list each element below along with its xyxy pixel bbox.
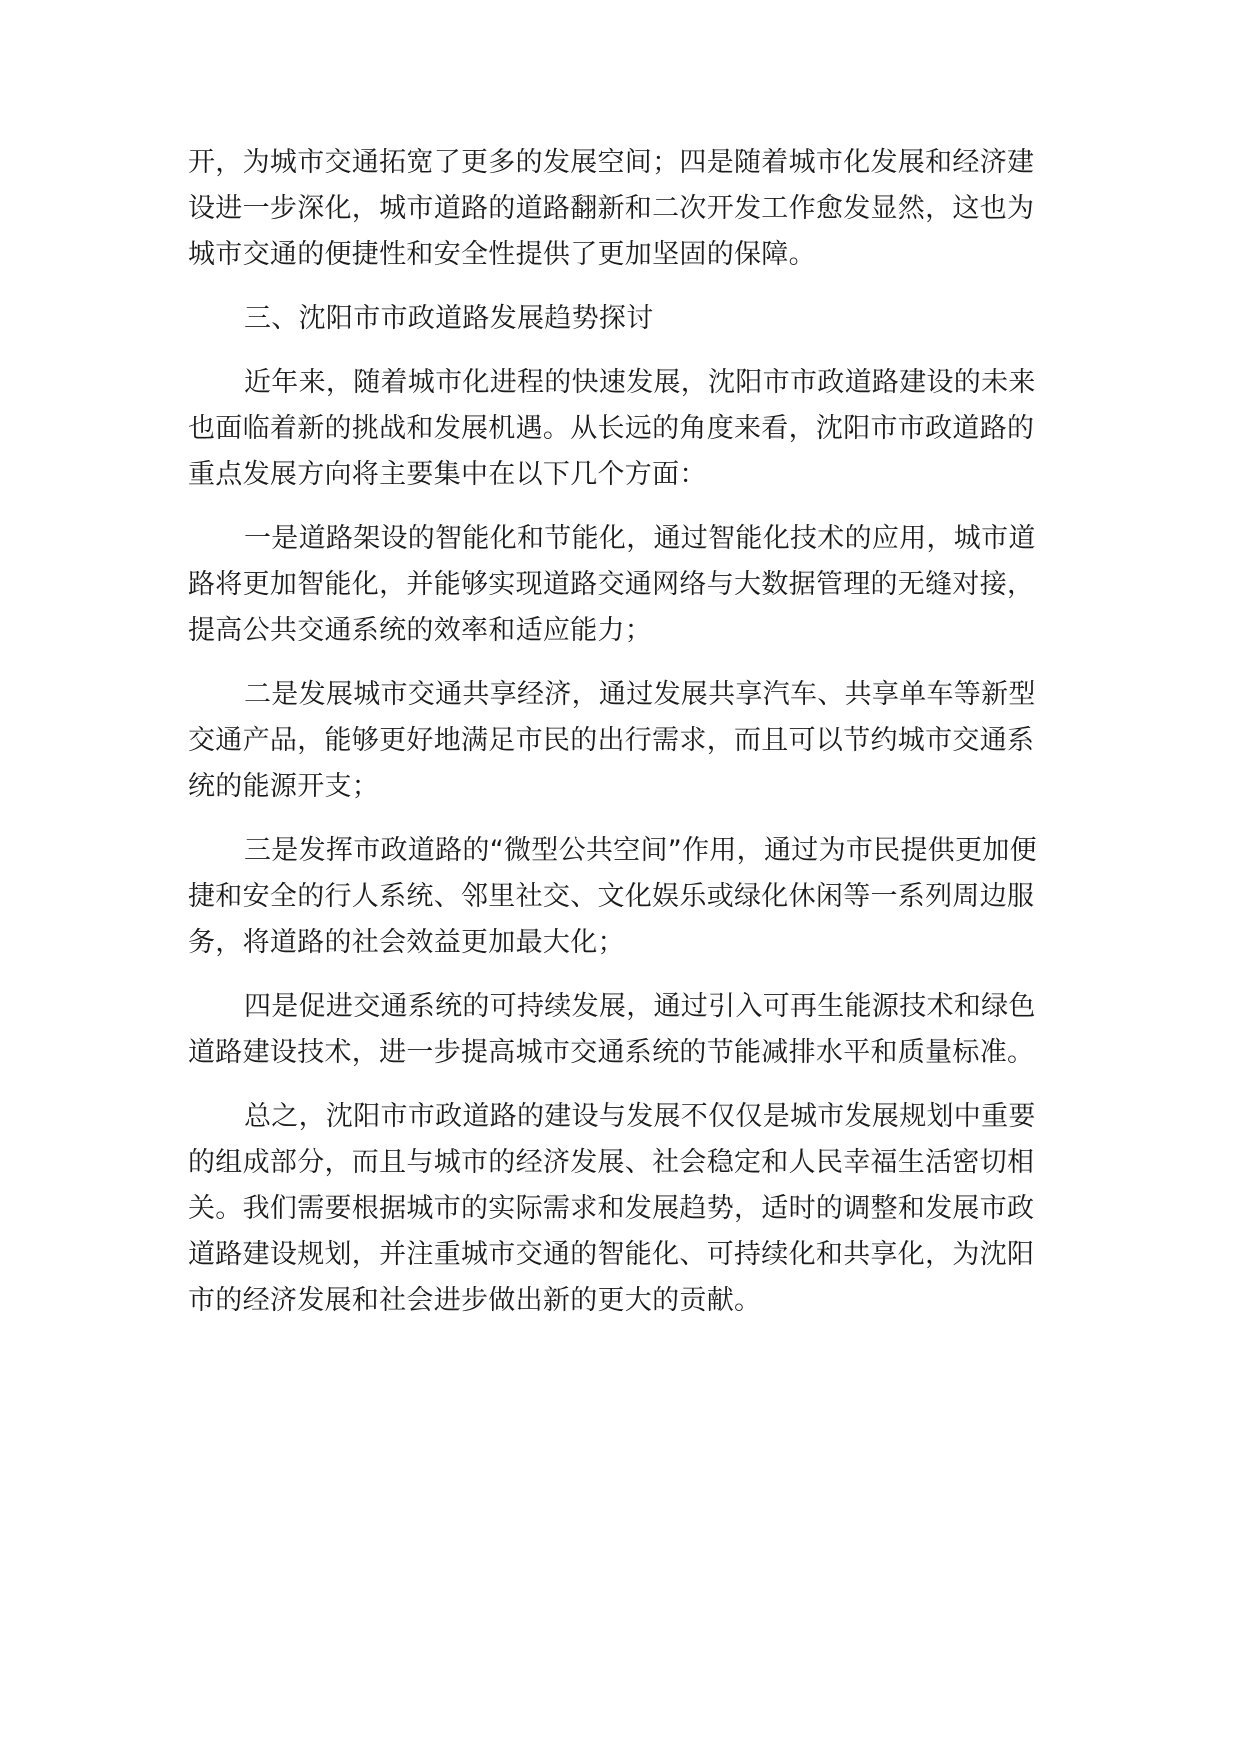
paragraph-conclusion: 总之，沈阳市市政道路的建设与发展不仅仅是城市发展规划中重要的组成部分，而且与城市的经济发展、社会稳定和人民幸福生活密切相关。我们需要根据城市的实际需求和发展趋势，适时的调整和发展市政道路建设规划，并注重城市交通的智能化、可持续化和共享化，为沈阳市的经济发展和社会进步做出新的更大的贡献。 bbox=[188, 1101, 1036, 1316]
paragraph-point-1: 一是道路架设的智能化和节能化，通过智能化技术的应用，城市道路将更加智能化，并能够实现道路交通网络与大数据管理的无缝对接，提高公共交通系统的效率和适应能力； bbox=[188, 523, 1036, 646]
paragraph-continuation: 开，为城市交通拓宽了更多的发展空间；四是随着城市化发展和经济建设进一步深化，城市道路的道路翻新和二次开发工作愈发显然，这也为城市交通的便捷性和安全性提供了更加坚固的保障。 bbox=[188, 147, 1035, 270]
paragraph-point-4: 四是促进交通系统的可持续发展，通过引入可再生能源技术和绿色道路建设技术，进一步提高城市交通系统的节能减排水平和质量标准。 bbox=[188, 991, 1036, 1068]
paragraph-point-2: 二是发展城市交通共享经济，通过发展共享汽车、共享单车等新型交通产品，能够更好地满足市民的出行需求，而且可以节约城市交通系统的能源开支； bbox=[188, 679, 1036, 802]
paragraph-point-3: 三是发挥市政道路的“微型公共空间”作用，通过为市民提供更加便捷和安全的行人系统、邻里社交、文化娱乐或绿化休闲等一系列周边服务，将道路的社会效益更加最大化； bbox=[188, 835, 1037, 958]
document-body bbox=[188, 140, 1054, 1342]
paragraph-intro: 近年来，随着城市化进程的快速发展，沈阳市市政道路建设的未来也面临着新的挑战和发展机遇。从长远的角度来看，沈阳市市政道路的重点发展方向将主要集中在以下几个方面： bbox=[188, 367, 1036, 490]
section-heading: 三、沈阳市市政道路发展趋势探讨 bbox=[244, 303, 654, 334]
